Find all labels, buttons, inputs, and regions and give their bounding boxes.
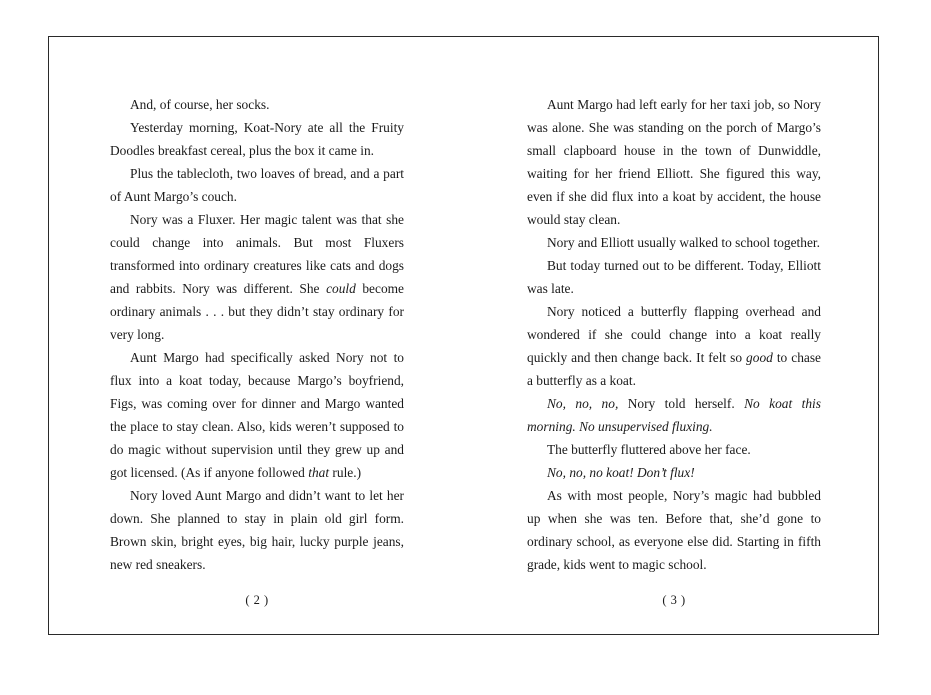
paragraph: Nory and Elliott usually walked to school together. [547, 235, 820, 250]
paragraph: Aunt Margo had specifically asked Nory not to flux into a koat today, because Margo’s boyfriend, Figs, was coming over for dinner and Margo wanted the place to stay clean. Also, kids weren’t supposed to do magic without supervision until they grew up and got licensed. (As if anyone followed that rule.) [110, 350, 404, 480]
paragraph: Plus the tablecloth, two loaves of bread, and a part of Aunt Margo’s couch. [110, 166, 404, 204]
paragraph: No, no, no, Nory told herself. No koat this morning. No unsupervised fluxing. [527, 396, 821, 434]
paragraph: Aunt Margo had left early for her taxi job, so Nory was alone. She was standing on the porch of Margo’s small clapboard house in the town of Dunwiddle, waiting for her friend Elliott. She figured this way, even if she did flux into a koat by accident, the house would stay clean. [527, 97, 821, 227]
left-page-text [110, 93, 404, 576]
paragraph: And, of course, her socks. [130, 97, 270, 112]
right-page-text [527, 93, 821, 576]
page-number-left: ( 2 ) [245, 593, 269, 607]
paragraph: Yesterday morning, Koat-Nory ate all the Fruity Doodles breakfast cereal, plus the box it came in. [110, 120, 404, 158]
page-number-right: ( 3 ) [662, 593, 686, 607]
paragraph: No, no, no koat! Don’t flux! [547, 465, 695, 480]
paragraph: The butterfly fluttered above her face. [547, 442, 751, 457]
paragraph: As with most people, Nory’s magic had bubbled up when she was ten. Before that, she’d gone to ordinary school, as everyone else did. Starting in fifth grade, kids went to magic school. [527, 488, 821, 572]
paragraph: Nory was a Fluxer. Her magic talent was that she could change into animals. But most Fluxers transformed into ordinary creatures like cats and dogs and rabbits. Nory was different. She could become ordinary animals . . . but they didn’t stay ordinary for very long. [110, 212, 404, 342]
book-spread [48, 36, 879, 635]
paragraph: Nory noticed a butterfly flapping overhead and wondered if she could change into a koat really quickly and then change back. It felt so good to chase a butterfly as a koat. [527, 304, 821, 388]
paragraph: But today turned out to be different. Today, Elliott was late. [527, 258, 821, 296]
paragraph: Nory loved Aunt Margo and didn’t want to let her down. She planned to stay in plain old girl form. Brown skin, bright eyes, big hair, lucky purple jeans, new red sneakers. [110, 488, 404, 572]
